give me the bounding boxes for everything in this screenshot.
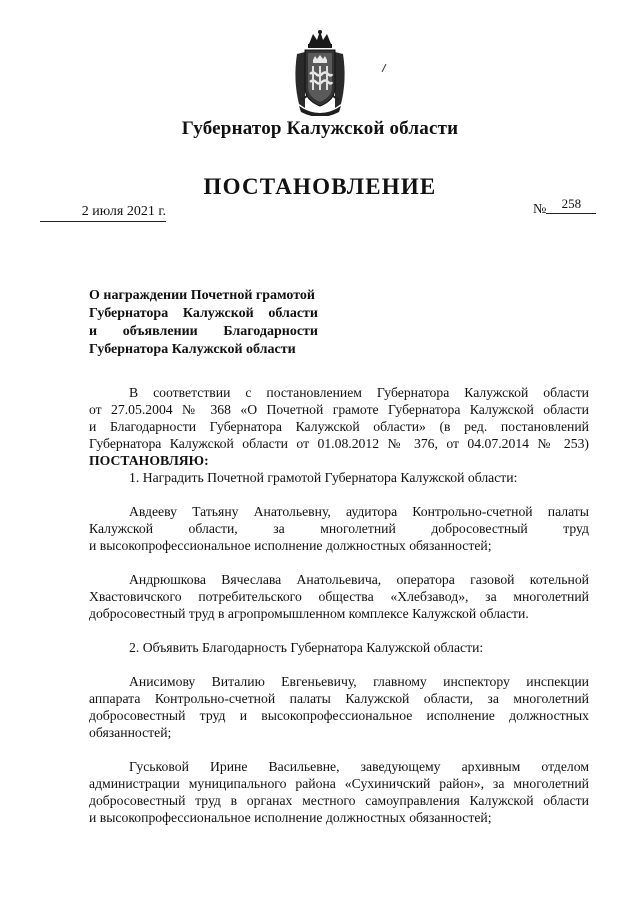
preamble-line: от 27.05.2004 № 368 «О Почетной грамоте Губернатора Калужской области xyxy=(89,402,589,417)
thanked-line: добросовестный труд в органах местного самоуправления Калужской области xyxy=(89,793,589,808)
item-1-heading: 1. Наградить Почетной грамотой Губернатора Калужской области: xyxy=(129,470,518,485)
subject-line: Губернатора Калужской области xyxy=(89,342,296,357)
thanked-line: обязанностей; xyxy=(89,725,172,740)
thanked-paragraph xyxy=(89,758,589,826)
document-date: 2 июля 2021 г. xyxy=(40,203,166,222)
document-type-heading: ПОСТАНОВЛЕНИЕ xyxy=(203,174,437,199)
preamble-line: Губернатора Калужской области от 01.08.2012 № 376, от 04.07.2014 № 253) xyxy=(89,436,589,451)
awardee-line: и высокопрофессиональное исполнение должностных обязанностей; xyxy=(89,538,492,553)
document-body xyxy=(89,384,589,826)
thanked-line: добросовестный труд и высокопрофессиональное исполнение должностных xyxy=(89,708,589,723)
decree-word: ПОСТАНОВЛЯЮ: xyxy=(89,453,209,468)
thanked-line: администрации муниципального района «Сухиничский район», за многолетний xyxy=(89,776,589,791)
kaluga-coat-of-arms-emblem xyxy=(291,30,349,116)
awardee-line: Андрюшкова Вячеслава Анатольевича, оператора газовой котельной xyxy=(129,572,589,587)
thanked-paragraph xyxy=(89,673,589,741)
awardee-line: Хвастовичского потребительского общества «Хлебзавод», за многолетний xyxy=(89,589,589,604)
thanked-line: и высокопрофессиональное исполнение должностных обязанностей; xyxy=(89,810,492,825)
thanked-line: Гуськовой Ирине Васильевне, заведующему архивным отделом xyxy=(129,759,589,774)
document-subject xyxy=(89,287,318,359)
subject-line: Губернатора Калужской области xyxy=(89,306,318,321)
preamble-line: В соответствии с постановлением Губернатора Калужской области xyxy=(129,385,589,400)
awardee-paragraph xyxy=(89,571,589,622)
stray-pen-mark xyxy=(381,64,387,72)
thanked-line: Анисимову Виталию Евгеньевичу, главному инспектору инспекции xyxy=(129,674,589,689)
issuer-title: Губернатор Калужской области xyxy=(181,118,459,139)
item-2-heading: 2. Объявить Благодарность Губернатора Калужской области: xyxy=(129,640,484,655)
thanked-line: аппарата Контрольно-счетной палаты Калужской области, за многолетний xyxy=(89,691,589,706)
document-number-value: 258 xyxy=(546,195,596,214)
document-number xyxy=(533,196,596,219)
awardee-line: Калужской области, за многолетний добросовестный труд xyxy=(89,521,589,536)
awardee-paragraph xyxy=(89,503,589,554)
preamble-line: и Благодарности Губернатора Калужской области» (в ред. постановлений xyxy=(89,419,589,434)
awardee-line: Авдееву Татьяну Анатольевну, аудитора Контрольно-счетной палаты xyxy=(129,504,589,519)
preamble-paragraph xyxy=(89,384,589,452)
awardee-line: добросовестный труд в агропромышленном комплексе Калужской области. xyxy=(89,606,529,621)
subject-line: и объявлении Благодарности xyxy=(89,324,318,339)
number-sign: № xyxy=(533,202,547,217)
subject-line: О награждении Почетной грамотой xyxy=(89,288,315,303)
